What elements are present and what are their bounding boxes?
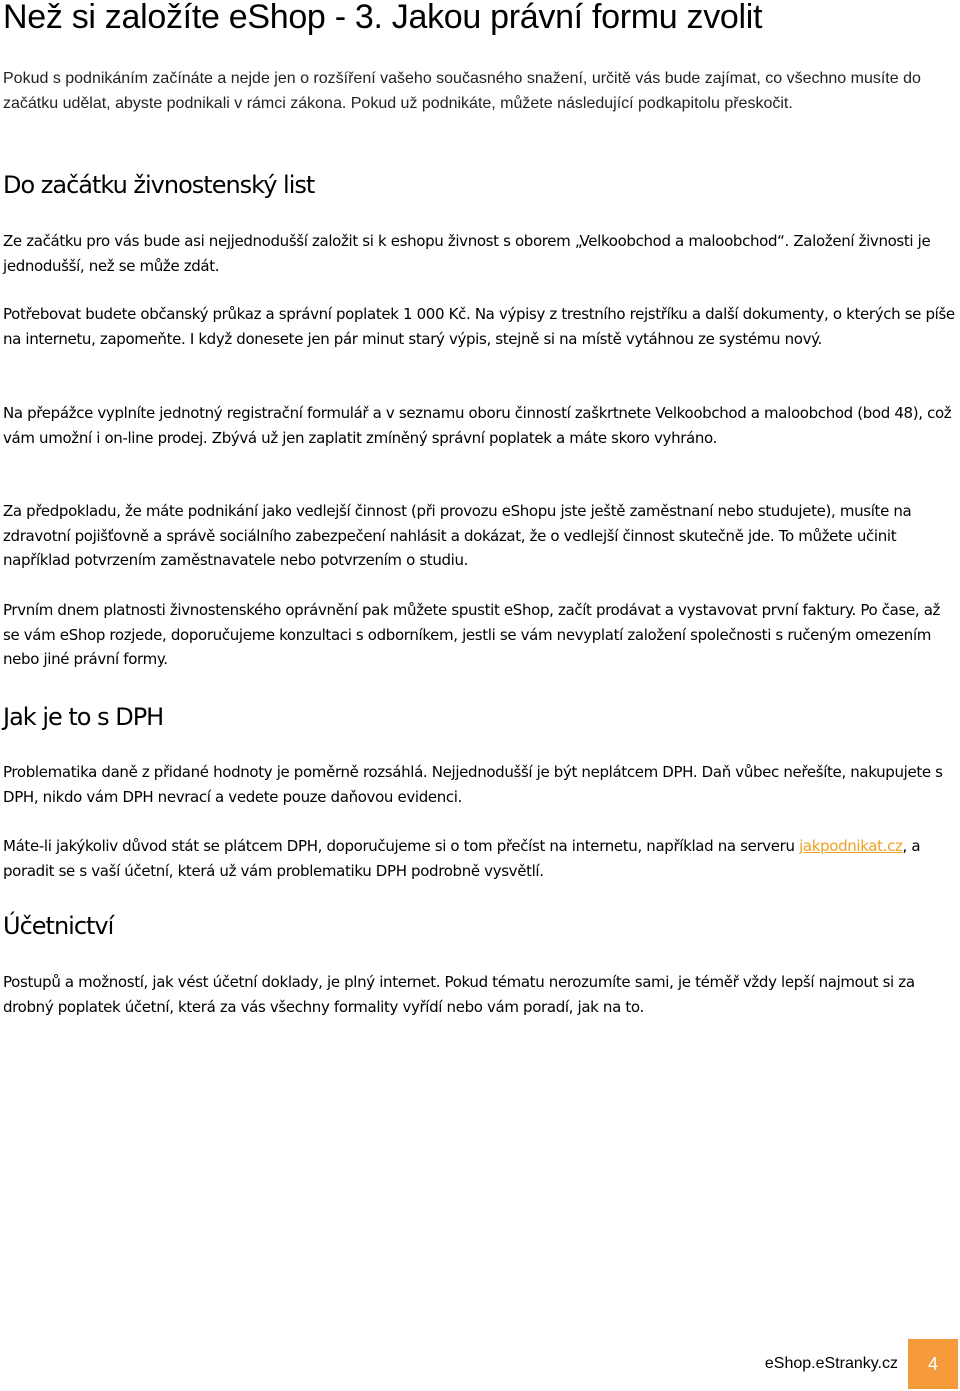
paragraph-with-link — [3, 834, 955, 883]
intro-paragraph: Pokud s podnikáním začínáte a nejde jen o rozšíření vašeho současného snažení, určitě vás bude zajímat, co všechno musíte do začátku udělat, abyste podnikali v rámci zákona. Pokud už podnikáte, můžete následující podkapitolu přeskočit. — [3, 70, 921, 112]
paragraph: Za předpokladu, že máte podnikání jako vedlejší činnost (při provozu eShopu jste ještě zaměstnaní nebo studujete), musíte na zdravotní pojišťovně a správě sociálního zabezpečení nahlásit a dokázat, že o vedlejší činnost skutečně jde. To můžete učinit například potvrzením zaměstnavatele nebo potvrzením o studiu. — [3, 502, 912, 570]
page-number-badge: 4 — [908, 1339, 958, 1389]
paragraph: Prvním dnem platnosti živnostenského oprávnění pak můžete spustit eShop, začít prodávat a vystavovat první faktury. Po čase, až se vám eShop rozjede, doporučujeme konzultaci s odborníkem, jestli se vám nevyplatí založení společnosti s ručeným omezením nebo jiné právní formy. — [3, 601, 941, 669]
paragraph-text: , a poradit se s vaší účetní, která už vám problematiku DPH podrobně vysvětlí. — [3, 837, 921, 880]
paragraph: Postupů a možností, jak vést účetní doklady, je plný internet. Pokud tématu nerozumíte sami, je téměř vždy lepší najmout si za drobný poplatek účetní, která za vás všechny formality vyřídí nebo vám poradí, jak na to. — [3, 973, 915, 1016]
section-heading-zivnostensky-list: Do začátku živnostenský list — [3, 171, 315, 199]
page-title: Než si založíte eShop - 3. Jakou právní formu zvolit — [3, 0, 763, 36]
jakpodnikat-link[interactable]: jakpodnikat.cz — [799, 837, 903, 855]
footer-site-name: eShop.eStranky.cz — [764, 1355, 898, 1372]
paragraph: Problematika daně z přidané hodnoty je poměrně rozsáhlá. Nejjednodušší je být neplátcem DPH. Daň vůbec neřešíte, nakupujete s DPH, nikdo vám DPH nevrací a vedete pouze daňovou evidenci. — [3, 763, 943, 806]
section-heading-ucetnictvi: Účetnictví — [3, 912, 114, 940]
paragraph: Na přepážce vyplníte jednotný registrační formulář a v seznamu oboru činností zaškrtnete Velkoobchod a maloobchod (bod 48), což vám umožní i on-line prodej. Zbývá už jen zaplatit zmíněný správní poplatek a máte skoro vyhráno. — [3, 404, 952, 447]
paragraph-text: Máte-li jakýkoliv důvod stát se plátcem DPH, doporučujeme si o tom přečíst na internetu, například na serveru — [3, 837, 800, 855]
paragraph: Potřebovat budete občanský průkaz a správní poplatek 1 000 Kč. Na výpisy z trestního rejstříku a další dokumenty, o kterých se píše na internetu, zapomeňte. I když donesete jen pár minut starý výpis, stejně si na místě vytáhnou ze systému nový. — [3, 305, 955, 348]
section-heading-dph: Jak je to s DPH — [3, 703, 164, 731]
paragraph: Ze začátku pro vás bude asi nejjednodušší založit si k eshopu živnost s oborem „Velkoobchod a maloobchod“. Založení živnosti je jednodušší, než se může zdát. — [3, 232, 931, 275]
